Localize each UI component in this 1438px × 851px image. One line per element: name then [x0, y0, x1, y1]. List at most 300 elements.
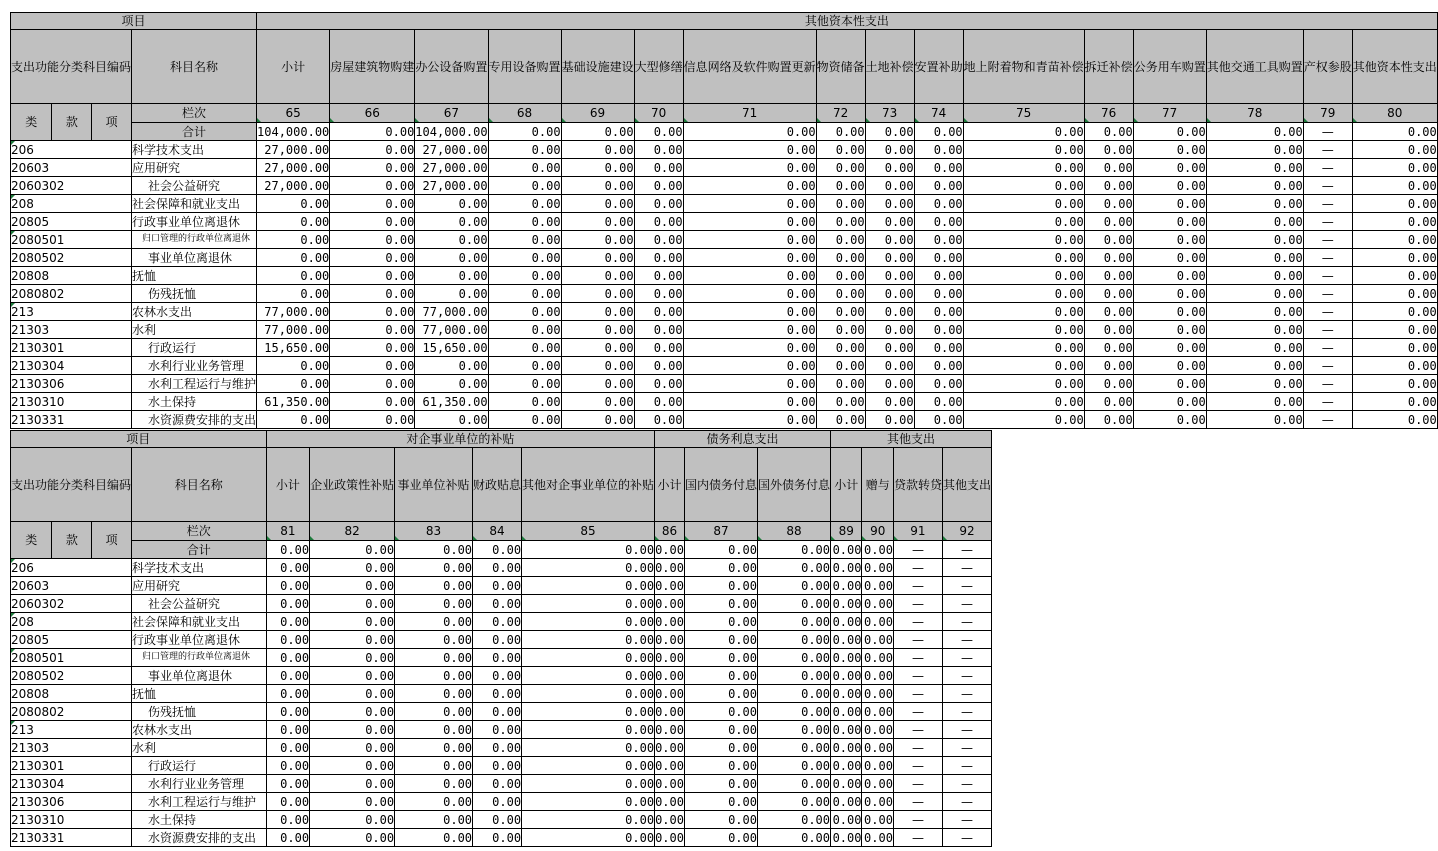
value-cell[interactable]: 0.00 — [655, 704, 684, 719]
value-cell[interactable]: 0.00 — [1352, 267, 1437, 285]
sequence-number[interactable]: 72 — [816, 104, 865, 123]
value-cell[interactable]: — — [893, 685, 942, 703]
value-cell[interactable]: 0.00 — [683, 303, 816, 321]
row-code[interactable]: 21303 — [11, 321, 132, 339]
value-cell[interactable]: 0.00 — [831, 631, 862, 649]
row-code[interactable]: 2080501 — [11, 649, 132, 667]
value-cell[interactable]: 0.00 — [683, 141, 816, 159]
value-cell[interactable]: 0.00 — [865, 177, 914, 195]
value-cell[interactable]: 0.00 — [865, 141, 914, 159]
value-cell[interactable]: 0.00 — [395, 685, 473, 703]
value-cell[interactable]: 0.00 — [266, 577, 310, 595]
value-cell[interactable]: 0.00 — [1206, 213, 1303, 231]
value-cell[interactable]: 0.00 — [330, 411, 415, 429]
value-cell[interactable]: — — [893, 559, 942, 577]
value-cell[interactable]: 0.00 — [865, 411, 914, 429]
value-cell[interactable]: 15,650.00 — [257, 339, 330, 357]
sequence-number[interactable]: 73 — [865, 104, 914, 123]
value-cell[interactable]: 0.00 — [561, 159, 634, 177]
value-cell[interactable]: 0.00 — [522, 721, 655, 739]
sequence-number[interactable]: 80 — [1352, 104, 1437, 123]
value-cell[interactable]: 0.00 — [634, 195, 683, 213]
row-code[interactable]: 2080502 — [11, 249, 132, 267]
value-cell[interactable]: 0.00 — [522, 739, 655, 757]
value-cell[interactable]: 27,000.00 — [257, 159, 330, 177]
value-cell[interactable]: 0.00 — [683, 375, 816, 393]
value-cell[interactable]: 0.00 — [395, 559, 473, 577]
value-cell[interactable]: 0.00 — [488, 195, 561, 213]
value-cell[interactable]: 0.00 — [561, 375, 634, 393]
value-cell[interactable]: 0.00 — [266, 739, 310, 757]
value-cell[interactable]: 0.00 — [655, 776, 684, 791]
value-cell[interactable]: — — [1303, 303, 1352, 321]
value-cell[interactable]: 0.00 — [1084, 375, 1133, 393]
value-cell[interactable]: 0.00 — [1352, 159, 1437, 177]
value-cell[interactable]: 0.00 — [522, 595, 655, 613]
total-cell[interactable]: 0.00 — [1352, 123, 1437, 141]
row-name[interactable]: 归口管理的行政单位离退休 — [132, 649, 267, 667]
value-cell[interactable]: 0.00 — [330, 177, 415, 195]
value-cell[interactable]: — — [942, 721, 991, 739]
value-cell[interactable]: 0.00 — [1133, 141, 1206, 159]
value-cell[interactable]: 0.00 — [865, 285, 914, 303]
value-cell[interactable]: 0.00 — [1352, 357, 1437, 375]
sequence-number[interactable]: 90 — [862, 522, 893, 541]
value-cell[interactable]: 0.00 — [415, 213, 488, 231]
value-cell[interactable]: 0.00 — [330, 159, 415, 177]
value-cell[interactable]: 0.00 — [488, 339, 561, 357]
value-cell[interactable]: 0.00 — [634, 357, 683, 375]
value-cell[interactable]: — — [942, 667, 991, 685]
value-cell[interactable]: 0.00 — [1352, 231, 1437, 249]
value-cell[interactable]: 0.00 — [310, 703, 395, 721]
row-code[interactable]: 2130331 — [11, 411, 132, 429]
value-cell[interactable]: 0.00 — [1352, 141, 1437, 159]
total-cell[interactable]: 0.00 — [310, 541, 395, 559]
value-cell[interactable]: 0.00 — [684, 559, 757, 577]
value-cell[interactable]: 0.00 — [757, 793, 830, 811]
value-cell[interactable]: 0.00 — [831, 739, 862, 757]
value-cell[interactable]: 0.00 — [488, 213, 561, 231]
value-cell[interactable]: 0.00 — [395, 811, 473, 829]
value-cell[interactable]: 0.00 — [865, 249, 914, 267]
value-cell[interactable]: 0.00 — [330, 357, 415, 375]
value-cell[interactable]: 0.00 — [683, 231, 816, 249]
value-cell[interactable]: 0.00 — [473, 667, 522, 685]
value-cell[interactable]: 0.00 — [683, 339, 816, 357]
row-code[interactable]: 2080802 — [11, 703, 132, 721]
value-cell[interactable]: 0.00 — [1206, 285, 1303, 303]
value-cell[interactable]: 27,000.00 — [257, 177, 330, 195]
value-cell[interactable]: 0.00 — [473, 613, 522, 631]
value-cell[interactable]: 0.00 — [757, 757, 830, 775]
value-cell[interactable]: 0.00 — [561, 141, 634, 159]
value-cell[interactable]: 0.00 — [865, 375, 914, 393]
row-code[interactable]: 2060302 — [11, 177, 132, 195]
value-cell[interactable]: 0.00 — [1133, 213, 1206, 231]
value-cell[interactable]: — — [942, 577, 991, 595]
value-cell[interactable]: 0.00 — [1206, 267, 1303, 285]
value-cell[interactable]: 0.00 — [488, 285, 561, 303]
value-cell[interactable]: 0.00 — [266, 829, 310, 847]
value-cell[interactable]: 0.00 — [831, 793, 862, 811]
value-cell[interactable]: 0.00 — [522, 631, 655, 649]
value-cell[interactable]: 0.00 — [330, 195, 415, 213]
value-cell[interactable]: 0.00 — [330, 231, 415, 249]
value-cell[interactable]: 0.00 — [415, 357, 488, 375]
value-cell[interactable]: 0.00 — [310, 577, 395, 595]
row-code[interactable]: 21303 — [11, 739, 132, 757]
value-cell[interactable]: 0.00 — [816, 339, 865, 357]
value-cell[interactable]: — — [893, 721, 942, 739]
value-cell[interactable]: 0.00 — [683, 267, 816, 285]
value-cell[interactable]: 27,000.00 — [415, 159, 488, 177]
row-name[interactable]: 水利行业业务管理 — [132, 775, 267, 793]
value-cell[interactable]: 0.00 — [488, 411, 561, 429]
value-cell[interactable]: 0.00 — [963, 213, 1084, 231]
value-cell[interactable]: 0.00 — [831, 757, 862, 775]
value-cell[interactable]: 0.00 — [655, 812, 684, 827]
row-code[interactable]: 208 — [11, 195, 132, 213]
value-cell[interactable]: 0.00 — [1206, 339, 1303, 357]
value-cell[interactable]: 0.00 — [816, 285, 865, 303]
value-cell[interactable]: 0.00 — [914, 195, 963, 213]
row-name[interactable]: 应用研究 — [132, 577, 267, 595]
value-cell[interactable]: — — [1303, 213, 1352, 231]
value-cell[interactable]: 0.00 — [862, 757, 893, 775]
value-cell[interactable]: — — [1303, 159, 1352, 177]
value-cell[interactable]: 0.00 — [257, 249, 330, 267]
value-cell[interactable]: 0.00 — [415, 267, 488, 285]
value-cell[interactable]: — — [1303, 393, 1352, 411]
value-cell[interactable]: 0.00 — [865, 393, 914, 411]
value-cell[interactable]: 27,000.00 — [415, 177, 488, 195]
value-cell[interactable]: 0.00 — [831, 811, 862, 829]
row-code[interactable]: 2130306 — [11, 375, 132, 393]
value-cell[interactable]: 0.00 — [257, 375, 330, 393]
value-cell[interactable]: 0.00 — [1352, 375, 1437, 393]
value-cell[interactable]: 0.00 — [683, 285, 816, 303]
value-cell[interactable]: 0.00 — [684, 793, 757, 811]
value-cell[interactable]: 0.00 — [684, 811, 757, 829]
value-cell[interactable]: 0.00 — [683, 411, 816, 429]
value-cell[interactable]: 0.00 — [310, 775, 395, 793]
value-cell[interactable]: 0.00 — [634, 231, 683, 249]
value-cell[interactable]: 0.00 — [914, 411, 963, 429]
value-cell[interactable]: 15,650.00 — [415, 339, 488, 357]
value-cell[interactable]: 0.00 — [865, 213, 914, 231]
value-cell[interactable]: 0.00 — [1352, 249, 1437, 267]
total-cell[interactable]: 0.00 — [831, 541, 862, 559]
row-code[interactable]: 20808 — [11, 685, 132, 703]
row-code[interactable]: 206 — [11, 141, 132, 159]
value-cell[interactable]: 0.00 — [310, 685, 395, 703]
row-name[interactable]: 社会保障和就业支出 — [132, 613, 267, 631]
value-cell[interactable]: 0.00 — [865, 357, 914, 375]
total-cell[interactable]: 0.00 — [1084, 123, 1133, 141]
value-cell[interactable]: 0.00 — [310, 613, 395, 631]
value-cell[interactable]: 0.00 — [963, 411, 1084, 429]
total-cell[interactable]: 0.00 — [561, 123, 634, 141]
value-cell[interactable]: 0.00 — [561, 213, 634, 231]
value-cell[interactable]: 0.00 — [683, 195, 816, 213]
value-cell[interactable]: 0.00 — [415, 411, 488, 429]
value-cell[interactable]: 0.00 — [655, 578, 684, 593]
value-cell[interactable]: 0.00 — [473, 811, 522, 829]
value-cell[interactable]: 0.00 — [634, 321, 683, 339]
sequence-number[interactable]: 78 — [1206, 104, 1303, 123]
sequence-number[interactable]: 77 — [1133, 104, 1206, 123]
value-cell[interactable]: 0.00 — [1133, 177, 1206, 195]
value-cell[interactable]: 0.00 — [862, 631, 893, 649]
row-name[interactable]: 行政运行 — [132, 339, 257, 357]
value-cell[interactable]: 0.00 — [330, 321, 415, 339]
value-cell[interactable]: 0.00 — [684, 649, 757, 667]
sequence-number[interactable]: 86 — [655, 522, 685, 541]
value-cell[interactable]: 0.00 — [1133, 285, 1206, 303]
value-cell[interactable]: 0.00 — [330, 303, 415, 321]
total-cell[interactable]: 0.00 — [862, 541, 893, 559]
sequence-number[interactable]: 75 — [963, 104, 1084, 123]
value-cell[interactable]: 0.00 — [684, 595, 757, 613]
value-cell[interactable]: 0.00 — [1133, 195, 1206, 213]
row-name[interactable]: 农林水支出 — [132, 303, 257, 321]
value-cell[interactable]: 0.00 — [634, 141, 683, 159]
value-cell[interactable]: 0.00 — [963, 267, 1084, 285]
sequence-number[interactable]: 84 — [473, 522, 522, 541]
value-cell[interactable]: 0.00 — [1084, 267, 1133, 285]
value-cell[interactable]: 0.00 — [655, 794, 684, 809]
row-name[interactable]: 科学技术支出 — [132, 141, 257, 159]
value-cell[interactable]: 0.00 — [1206, 411, 1303, 429]
row-code[interactable]: 2130331 — [11, 829, 132, 847]
value-cell[interactable]: 0.00 — [522, 649, 655, 667]
row-code[interactable]: 20808 — [11, 267, 132, 285]
value-cell[interactable]: 0.00 — [1084, 213, 1133, 231]
value-cell[interactable]: — — [1303, 195, 1352, 213]
value-cell[interactable]: 0.00 — [655, 596, 684, 611]
value-cell[interactable]: 0.00 — [1084, 159, 1133, 177]
sequence-number[interactable]: 92 — [942, 522, 991, 541]
value-cell[interactable]: 0.00 — [655, 614, 684, 629]
value-cell[interactable]: 0.00 — [816, 267, 865, 285]
value-cell[interactable]: 0.00 — [757, 775, 830, 793]
row-code[interactable]: 2130304 — [11, 357, 132, 375]
value-cell[interactable]: 0.00 — [683, 393, 816, 411]
row-name[interactable]: 归口管理的行政单位离退休 — [132, 231, 257, 249]
value-cell[interactable]: — — [942, 595, 991, 613]
value-cell[interactable]: — — [942, 649, 991, 667]
value-cell[interactable]: 0.00 — [757, 577, 830, 595]
total-cell[interactable]: 0.00 — [963, 123, 1084, 141]
value-cell[interactable]: 0.00 — [473, 739, 522, 757]
value-cell[interactable]: 0.00 — [816, 321, 865, 339]
value-cell[interactable]: 0.00 — [330, 375, 415, 393]
value-cell[interactable]: — — [942, 775, 991, 793]
value-cell[interactable]: 0.00 — [266, 613, 310, 631]
value-cell[interactable]: 0.00 — [1133, 339, 1206, 357]
value-cell[interactable]: 0.00 — [1206, 177, 1303, 195]
value-cell[interactable]: 0.00 — [1352, 213, 1437, 231]
value-cell[interactable]: 0.00 — [655, 830, 684, 845]
value-cell[interactable]: 0.00 — [488, 177, 561, 195]
value-cell[interactable]: 0.00 — [862, 775, 893, 793]
row-code[interactable]: 2080502 — [11, 667, 132, 685]
value-cell[interactable]: 0.00 — [683, 249, 816, 267]
value-cell[interactable]: — — [893, 613, 942, 631]
value-cell[interactable]: 0.00 — [865, 231, 914, 249]
value-cell[interactable]: 0.00 — [634, 411, 683, 429]
value-cell[interactable]: 0.00 — [310, 811, 395, 829]
value-cell[interactable]: 0.00 — [914, 249, 963, 267]
value-cell[interactable]: 0.00 — [488, 159, 561, 177]
value-cell[interactable]: 0.00 — [816, 357, 865, 375]
value-cell[interactable]: 0.00 — [862, 649, 893, 667]
sequence-number[interactable]: 81 — [266, 522, 310, 541]
value-cell[interactable]: 0.00 — [561, 357, 634, 375]
value-cell[interactable]: — — [893, 649, 942, 667]
total-cell[interactable]: 0.00 — [684, 541, 757, 559]
value-cell[interactable]: 0.00 — [266, 649, 310, 667]
value-cell[interactable]: 0.00 — [816, 195, 865, 213]
value-cell[interactable]: 0.00 — [757, 559, 830, 577]
sequence-number[interactable]: 66 — [330, 104, 415, 123]
value-cell[interactable]: 0.00 — [1206, 195, 1303, 213]
value-cell[interactable]: 0.00 — [310, 649, 395, 667]
value-cell[interactable]: 0.00 — [634, 303, 683, 321]
value-cell[interactable]: 0.00 — [561, 231, 634, 249]
value-cell[interactable]: 0.00 — [862, 793, 893, 811]
sequence-number[interactable]: 91 — [893, 522, 942, 541]
row-name[interactable]: 社会公益研究 — [132, 595, 267, 613]
row-name[interactable]: 伤残抚恤 — [132, 703, 267, 721]
sequence-number[interactable]: 69 — [561, 104, 634, 123]
value-cell[interactable]: 0.00 — [1206, 231, 1303, 249]
value-cell[interactable]: 0.00 — [655, 686, 684, 701]
row-code[interactable]: 20603 — [11, 159, 132, 177]
value-cell[interactable]: 0.00 — [963, 249, 1084, 267]
value-cell[interactable]: 0.00 — [561, 303, 634, 321]
value-cell[interactable]: 0.00 — [395, 721, 473, 739]
value-cell[interactable]: 0.00 — [1133, 231, 1206, 249]
value-cell[interactable]: 0.00 — [1133, 357, 1206, 375]
value-cell[interactable]: 0.00 — [865, 321, 914, 339]
value-cell[interactable]: 0.00 — [655, 560, 684, 575]
value-cell[interactable]: 0.00 — [395, 739, 473, 757]
value-cell[interactable]: — — [942, 685, 991, 703]
value-cell[interactable]: 0.00 — [395, 829, 473, 847]
value-cell[interactable]: 0.00 — [831, 595, 862, 613]
value-cell[interactable]: 0.00 — [914, 393, 963, 411]
value-cell[interactable]: 0.00 — [634, 285, 683, 303]
value-cell[interactable]: 0.00 — [831, 685, 862, 703]
row-code[interactable]: 2080802 — [11, 285, 132, 303]
value-cell[interactable]: — — [942, 793, 991, 811]
value-cell[interactable]: 0.00 — [522, 559, 655, 577]
value-cell[interactable]: 0.00 — [257, 411, 330, 429]
value-cell[interactable]: 0.00 — [330, 141, 415, 159]
row-name[interactable]: 行政事业单位离退休 — [132, 631, 267, 649]
value-cell[interactable]: 0.00 — [561, 267, 634, 285]
value-cell[interactable]: 0.00 — [310, 829, 395, 847]
value-cell[interactable]: — — [942, 703, 991, 721]
value-cell[interactable]: 0.00 — [1352, 177, 1437, 195]
value-cell[interactable]: 0.00 — [865, 159, 914, 177]
value-cell[interactable]: 0.00 — [1352, 411, 1437, 429]
row-name[interactable]: 事业单位离退休 — [132, 249, 257, 267]
value-cell[interactable]: 0.00 — [914, 339, 963, 357]
value-cell[interactable]: 0.00 — [816, 213, 865, 231]
row-code[interactable]: 208 — [11, 613, 132, 631]
value-cell[interactable]: 0.00 — [655, 740, 684, 755]
row-code[interactable]: 2130306 — [11, 793, 132, 811]
value-cell[interactable]: 0.00 — [330, 249, 415, 267]
value-cell[interactable]: 0.00 — [473, 829, 522, 847]
value-cell[interactable]: 0.00 — [522, 775, 655, 793]
sequence-number[interactable]: 74 — [914, 104, 963, 123]
value-cell[interactable]: 0.00 — [257, 213, 330, 231]
row-name[interactable]: 水资源费安排的支出 — [132, 829, 267, 847]
value-cell[interactable]: 0.00 — [634, 375, 683, 393]
value-cell[interactable]: — — [893, 703, 942, 721]
value-cell[interactable]: 0.00 — [862, 577, 893, 595]
value-cell[interactable]: 0.00 — [862, 559, 893, 577]
value-cell[interactable]: — — [942, 811, 991, 829]
row-code[interactable]: 2060302 — [11, 595, 132, 613]
value-cell[interactable]: 0.00 — [395, 577, 473, 595]
value-cell[interactable]: 0.00 — [684, 577, 757, 595]
value-cell[interactable]: 0.00 — [914, 357, 963, 375]
value-cell[interactable]: 0.00 — [684, 757, 757, 775]
value-cell[interactable]: 0.00 — [266, 757, 310, 775]
row-code[interactable]: 2130301 — [11, 339, 132, 357]
value-cell[interactable]: 0.00 — [1352, 195, 1437, 213]
value-cell[interactable]: 0.00 — [963, 159, 1084, 177]
value-cell[interactable]: 0.00 — [257, 285, 330, 303]
value-cell[interactable]: 0.00 — [522, 685, 655, 703]
value-cell[interactable]: 0.00 — [1206, 321, 1303, 339]
value-cell[interactable]: 0.00 — [862, 739, 893, 757]
value-cell[interactable]: 0.00 — [816, 303, 865, 321]
value-cell[interactable]: 0.00 — [561, 195, 634, 213]
value-cell[interactable]: 0.00 — [522, 703, 655, 721]
value-cell[interactable]: 0.00 — [683, 321, 816, 339]
value-cell[interactable]: 0.00 — [395, 649, 473, 667]
value-cell[interactable]: 0.00 — [395, 613, 473, 631]
value-cell[interactable]: 0.00 — [1206, 303, 1303, 321]
row-name[interactable]: 水利工程运行与维护 — [132, 793, 267, 811]
value-cell[interactable]: — — [893, 595, 942, 613]
row-name[interactable]: 水利行业业务管理 — [132, 357, 257, 375]
value-cell[interactable]: 0.00 — [684, 631, 757, 649]
value-cell[interactable]: 0.00 — [684, 829, 757, 847]
total-cell[interactable]: 0.00 — [1206, 123, 1303, 141]
total-cell[interactable]: 0.00 — [522, 541, 655, 559]
value-cell[interactable]: 0.00 — [684, 721, 757, 739]
row-code[interactable]: 213 — [11, 303, 132, 321]
value-cell[interactable]: 0.00 — [816, 177, 865, 195]
row-code[interactable]: 2130304 — [11, 775, 132, 793]
value-cell[interactable]: — — [942, 739, 991, 757]
value-cell[interactable]: 0.00 — [655, 668, 684, 683]
value-cell[interactable]: 0.00 — [634, 267, 683, 285]
value-cell[interactable]: 0.00 — [655, 650, 684, 665]
value-cell[interactable]: 0.00 — [266, 775, 310, 793]
value-cell[interactable]: 0.00 — [816, 249, 865, 267]
value-cell[interactable]: 0.00 — [310, 595, 395, 613]
value-cell[interactable]: 0.00 — [395, 775, 473, 793]
sequence-number[interactable]: 71 — [683, 104, 816, 123]
